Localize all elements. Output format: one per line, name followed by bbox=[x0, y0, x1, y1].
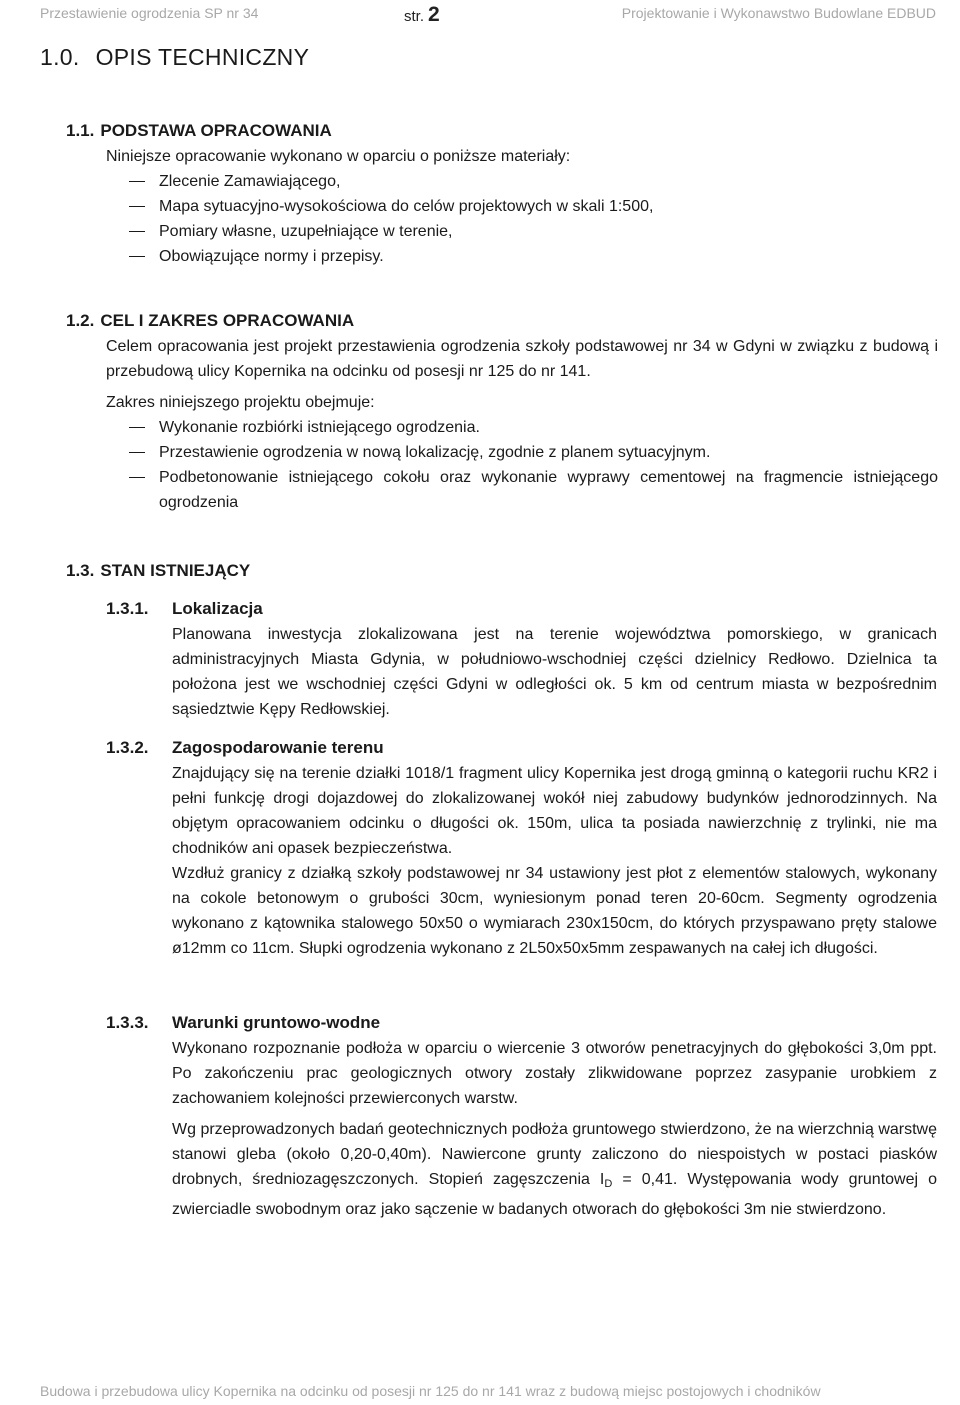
document-title bbox=[40, 44, 309, 71]
section-heading bbox=[66, 558, 936, 583]
section-1-2 bbox=[66, 308, 936, 333]
subsection-title: Warunki gruntowo-wodne bbox=[172, 1013, 381, 1032]
section-1-3-2-body bbox=[172, 761, 937, 961]
header-company-name: Projektowanie i Wykonawstwo Budowlane EDBUD bbox=[621, 5, 936, 21]
section-1-3-3 bbox=[106, 1010, 942, 1035]
paragraph: Wzdłuż granicy z działką szkoły podstawowej nr 34 ustawiony jest płot z elementów stalowych, wykonany na cokole betonowym o grubości 30cm, wyniesionym ponad teren 20-60cm. Segmenty ogrodzenia wykonano z kątownika stalowego 50x50 o wymiarach 230x150cm, do których przyspawano pręty stalowe ø12mm co 11cm. Słupki ogrodzenia wykonano z 2L50x50x5mm zespawanych na całej ich długości. bbox=[172, 865, 937, 957]
materials-list bbox=[106, 169, 942, 269]
subsection-number: 1.3.3. bbox=[106, 1013, 149, 1032]
section-1-3-1-body bbox=[172, 622, 937, 722]
section-title: CEL I ZAKRES OPRACOWANIA bbox=[100, 311, 355, 330]
subsection-heading bbox=[106, 1010, 942, 1035]
paragraph: Wykonano rozpoznanie podłoża w oparciu o wiercenie 3 otworów penetracyjnych do głębokości 3,0m ppt. Po zakończeniu prac geologicznych otwory zostały zlikwidowane poprzez zasypanie urobkiem z zachowaniem kolejności przewierconych warstw. bbox=[172, 1040, 937, 1107]
section-title: PODSTAWA OPRACOWANIA bbox=[100, 121, 332, 140]
section-number: 1.2. bbox=[66, 311, 95, 330]
paragraph bbox=[172, 1117, 937, 1222]
section-1-3-3-body bbox=[172, 1036, 937, 1222]
list-item: Pomiary własne, uzupełniające w terenie, bbox=[106, 219, 942, 244]
section-heading bbox=[66, 118, 936, 143]
section-1-3-1 bbox=[106, 596, 942, 621]
section-title: STAN ISTNIEJĄCY bbox=[100, 561, 251, 580]
title-text: OPIS TECHNICZNY bbox=[95, 44, 310, 70]
list-item: Przestawienie ogrodzenia w nową lokalizację, zgodnie z planem sytuacyjnym. bbox=[106, 440, 938, 465]
paragraph: Planowana inwestycja zlokalizowana jest na terenie województwa pomorskiego, w granicach administracyjnych Miasta Gdynia, w południowo-wschodniej części dzielnicy Redłowo. Dzielnica ta położona jest we wschodniej części Gdyni w odległości ok. 5 km od centrum miasta w bezpośrednim sąsiedztwie Kępy Redłowskiej. bbox=[172, 626, 937, 718]
paragraph: Niniejsze opracowanie wykonano w oparciu o poniższe materiały: bbox=[106, 148, 571, 165]
section-1-2-body bbox=[106, 334, 938, 515]
list-item: Mapa sytuacyjno-wysokościowa do celów projektowych w skali 1:500, bbox=[106, 194, 942, 219]
header-project-name: Przestawienie ogrodzenia SP nr 34 bbox=[40, 5, 259, 21]
subsection-heading bbox=[106, 735, 942, 760]
subscript: D bbox=[604, 1178, 613, 1190]
page-prefix: str. bbox=[404, 8, 425, 25]
page-header bbox=[0, 3, 960, 33]
section-number: 1.3. bbox=[66, 561, 95, 580]
section-1-3-2 bbox=[106, 735, 942, 760]
list-item: Zlecenie Zamawiającego, bbox=[106, 169, 942, 194]
section-1-3 bbox=[66, 558, 936, 583]
subsection-heading bbox=[106, 596, 942, 621]
section-heading bbox=[66, 308, 936, 333]
list-item: Wykonanie rozbiórki istniejącego ogrodzenia. bbox=[106, 415, 938, 440]
paragraph: Zakres niniejszego projektu obejmuje: bbox=[106, 394, 375, 411]
paragraph: Celem opracowania jest projekt przestawienia ogrodzenia szkoły podstawowej nr 34 w Gdyni w związku z budową i przebudową ulicy Kopernika na odcinku od posesji nr 125 do nr 141. bbox=[106, 338, 938, 380]
page-footer: Budowa i przebudowa ulicy Kopernika na odcinku od posesji nr 125 do nr 141 wraz z budową miejsc postojowych i chodników bbox=[40, 1383, 821, 1399]
section-number: 1.1. bbox=[66, 121, 95, 140]
paragraph-part: = 0,41. Występowania wody gruntowej o zwierciadle swobodnym oraz jako sączenie w badanych otworach do głębokości 3m nie stwierdzono. bbox=[172, 1171, 937, 1218]
section-1-1-body bbox=[106, 144, 942, 269]
list-item: Podbetonowanie istniejącego cokołu oraz wykonanie wyprawy cementowej na fragmencie istniejącego ogrodzenia bbox=[106, 465, 938, 515]
page-number bbox=[404, 3, 440, 27]
section-1-1 bbox=[66, 118, 936, 143]
scope-list bbox=[106, 415, 938, 515]
subsection-number: 1.3.2. bbox=[106, 738, 149, 757]
subsection-title: Zagospodarowanie terenu bbox=[172, 738, 384, 757]
title-number: 1.0. bbox=[40, 44, 80, 70]
paragraph-part: Wg przeprowadzonych badań geotechnicznych podłoża gruntowego stwierdzono, że na wierzchnią warstwę stanowi gleba (około 0,20-0,40m). Nawiercone grunty zaliczono do niespoistych w postaci piasków drobnych, średniozagęszczonych. Stopień zagęszczenia I bbox=[172, 1121, 937, 1188]
list-item: Obowiązujące normy i przepisy. bbox=[106, 244, 942, 269]
subsection-title: Lokalizacja bbox=[172, 599, 263, 618]
page-number-value: 2 bbox=[428, 3, 440, 26]
subsection-number: 1.3.1. bbox=[106, 599, 149, 618]
paragraph: Znajdujący się na terenie działki 1018/1 fragment ulicy Kopernika jest drogą gminną o kategorii ruchu KR2 i pełni funkcję drogi dojazdowej do zlokalizowanej wokół niej zabudowy budynków jednorodzinnych. Na objętym opracowaniem odcinku o długości ok. 150m, ulica ta posiada nawierzchnię z trylinki, nie ma chodników ani opasek bezpieczeństwa. bbox=[172, 765, 937, 857]
